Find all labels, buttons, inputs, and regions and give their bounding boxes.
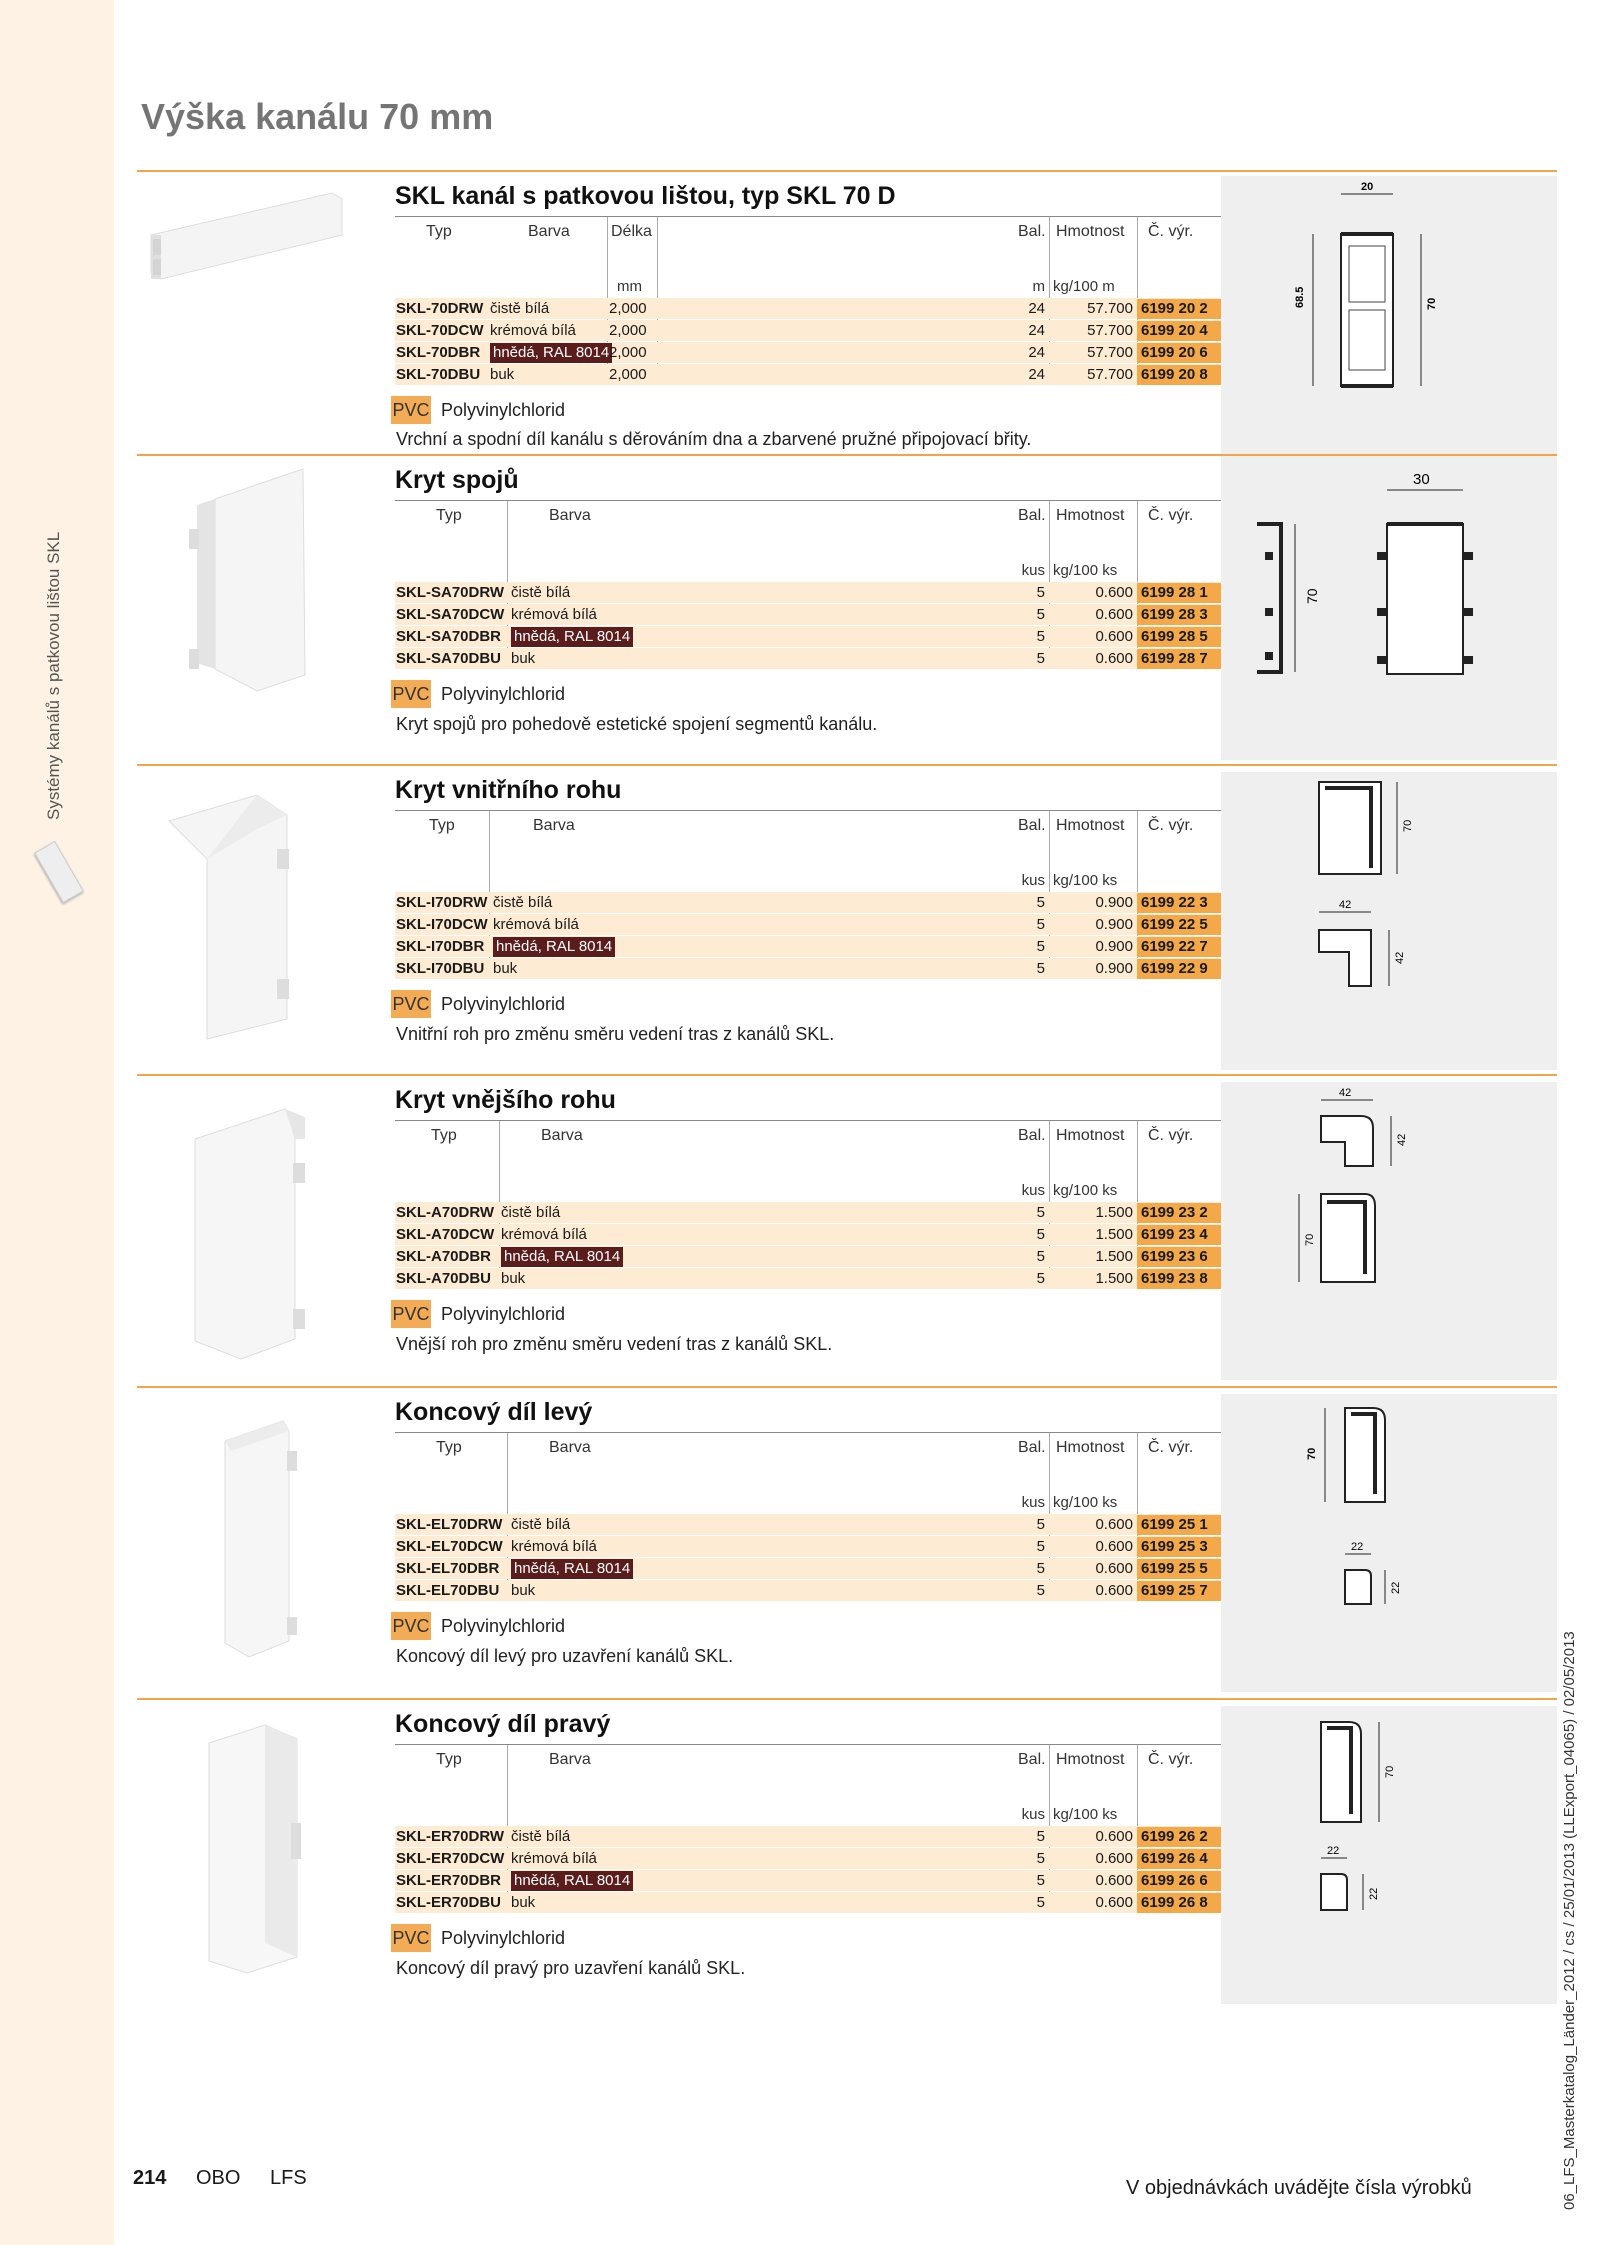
product-photo (137, 769, 387, 1067)
unit-bal: kus (1021, 562, 1045, 579)
unit-hmotnost: kg/100 ks (1053, 872, 1118, 889)
unit-bal: kus (1021, 1806, 1045, 1823)
cell-bal: 5 (1036, 584, 1045, 601)
cell-typ: SKL-SA70DBR (396, 628, 502, 645)
cell-cvyr: 6199 22 7 (1137, 937, 1221, 957)
right-end-cap-drawing (1221, 1706, 1557, 2004)
cell-typ: SKL-SA70DCW (396, 606, 505, 623)
cell-typ: SKL-70DRW (396, 300, 484, 317)
col-bal: Bal. (1018, 1439, 1046, 1456)
cell-bal: 5 (1036, 1582, 1045, 1599)
cell-typ: SKL-I70DCW (396, 916, 488, 933)
cell-bal: 5 (1036, 1850, 1045, 1867)
material-badge: PVC (391, 396, 431, 424)
cell-hmotnost: 0.900 (1095, 960, 1133, 977)
col-hmotnost: Hmotnost (1056, 1127, 1125, 1144)
section-title: Kryt vnějšího rohu (395, 1086, 616, 1114)
cell-cvyr: 6199 23 2 (1137, 1203, 1221, 1223)
material-name: Polyvinylchlorid (441, 1928, 566, 1948)
unit-delka: mm (617, 278, 642, 295)
section-title: Koncový díl pravý (395, 1710, 611, 1738)
table-row (395, 1514, 1343, 1536)
dim-30: 30 (1413, 471, 1430, 488)
material-badge: PVC (391, 1612, 431, 1640)
material-badge: PVC (391, 1924, 431, 1952)
description: Vnitřní roh pro změnu směru vedení tras z kanálů SKL. (396, 1024, 835, 1044)
cell-barva: krémová bílá (511, 1850, 597, 1867)
cell-barva: čistě bílá (493, 894, 553, 911)
cell-hmotnost: 0.900 (1095, 916, 1133, 933)
cell-cvyr: 6199 20 6 (1137, 343, 1221, 363)
section-skl-channel (137, 170, 1557, 472)
cell-cvyr: 6199 28 5 (1137, 627, 1221, 647)
table-row (395, 1848, 1343, 1870)
col-barva: Barva (528, 223, 570, 240)
section-kryt-spoju (137, 454, 1557, 766)
cell-typ: SKL-I70DBU (396, 960, 485, 977)
cell-cvyr: 6199 26 4 (1137, 1849, 1221, 1869)
cell-bal: 5 (1036, 938, 1045, 955)
cell-delka: 2,000 (609, 344, 647, 361)
dim-22-width: 22 (1351, 1541, 1364, 1553)
table-row (395, 1202, 1343, 1224)
cell-barva: čistě bílá (501, 1204, 561, 1221)
cell-barva: krémová bílá (490, 322, 576, 339)
section-koncovy-levy (137, 1386, 1557, 1700)
table-row (395, 1580, 1343, 1602)
cell-typ: SKL-A70DBU (396, 1270, 492, 1287)
cell-bal: 5 (1036, 1538, 1045, 1555)
brand-label: OBO (196, 2167, 241, 2189)
cell-cvyr: 6199 23 6 (1137, 1247, 1221, 1267)
cell-barva: krémová bílá (511, 1538, 597, 1555)
col-barva: Barva (549, 1751, 591, 1768)
cell-cvyr: 6199 28 1 (1137, 583, 1221, 603)
cell-typ: SKL-I70DBR (396, 938, 485, 955)
col-typ: Typ (436, 1751, 462, 1768)
cell-hmotnost: 0.600 (1095, 606, 1133, 623)
cell-typ: SKL-SA70DBU (396, 650, 502, 667)
cell-bal: 5 (1036, 1226, 1045, 1243)
cell-bal: 5 (1036, 1872, 1045, 1889)
table-row (395, 1892, 1343, 1914)
col-typ: Typ (429, 817, 455, 834)
unit-hmotnost: kg/100 ks (1053, 1494, 1118, 1511)
cell-cvyr: 6199 25 7 (1137, 1581, 1221, 1601)
table-row (395, 936, 1343, 958)
cell-hmotnost: 0.900 (1095, 938, 1133, 955)
dim-42-depth: 42 (1394, 951, 1406, 964)
table-row (395, 1558, 1343, 1580)
cell-delka: 2,000 (609, 322, 647, 339)
dim-70: 70 (1304, 588, 1320, 604)
col-cvyr: Č. výr. (1148, 223, 1194, 240)
col-typ: Typ (436, 1439, 462, 1456)
cell-bal: 24 (1028, 344, 1045, 361)
col-typ: Typ (436, 507, 462, 524)
cell-barva: čistě bílá (511, 1828, 571, 1845)
unit-hmotnost: kg/100 ks (1053, 1806, 1118, 1823)
table-row (395, 582, 1343, 604)
table-row (395, 1870, 1343, 1892)
cell-bal: 24 (1028, 366, 1045, 383)
cell-cvyr: 6199 20 4 (1137, 321, 1221, 341)
col-typ: Typ (431, 1127, 457, 1144)
unit-hmotnost: kg/100 ks (1053, 1182, 1118, 1199)
cell-barva: hnědá, RAL 8014 (493, 937, 615, 957)
col-cvyr: Č. výr. (1148, 1439, 1194, 1456)
cell-barva: hnědá, RAL 8014 (511, 627, 633, 647)
cell-bal: 24 (1028, 322, 1045, 339)
page-number: 214 (133, 2167, 167, 2189)
material-badge: PVC (391, 1300, 431, 1328)
section-title: Koncový díl levý (395, 1398, 593, 1426)
joint-cover-drawing (1221, 462, 1557, 760)
cell-typ: SKL-A70DRW (396, 1204, 495, 1221)
header-rule (395, 216, 1343, 217)
col-hmotnost: Hmotnost (1056, 223, 1125, 240)
cell-cvyr: 6199 28 3 (1137, 605, 1221, 625)
dim-70: 70 (1384, 1765, 1396, 1778)
product-photo (137, 459, 387, 757)
dimension-drawing (1221, 462, 1557, 760)
channel-profile-drawing (1221, 176, 1557, 468)
cell-bal: 5 (1036, 960, 1045, 977)
cell-bal: 5 (1036, 916, 1045, 933)
cell-barva: čistě bílá (511, 1516, 571, 1533)
dim-22-width: 22 (1327, 1845, 1340, 1857)
header-rule (395, 1744, 1343, 1745)
cell-cvyr: 6199 22 3 (1137, 893, 1221, 913)
table-row (395, 1826, 1343, 1848)
dim-42-depth: 42 (1396, 1133, 1408, 1146)
cell-barva: hnědá, RAL 8014 (511, 1871, 633, 1891)
cell-typ: SKL-EL70DCW (396, 1538, 503, 1555)
cell-hmotnost: 0.600 (1095, 1828, 1133, 1845)
cell-barva: buk (511, 1582, 536, 1599)
cell-hmotnost: 0.600 (1095, 1582, 1133, 1599)
description: Kryt spojů pro pohedově estetické spojení segmentů kanálu. (396, 714, 878, 734)
table-row (395, 1536, 1343, 1558)
cell-barva: hnědá, RAL 8014 (501, 1247, 623, 1267)
cell-barva: buk (501, 1270, 526, 1287)
cell-cvyr: 6199 25 1 (1137, 1515, 1221, 1535)
cell-typ: SKL-A70DCW (396, 1226, 495, 1243)
cell-hmotnost: 1.500 (1095, 1248, 1133, 1265)
cell-bal: 5 (1036, 650, 1045, 667)
cell-typ: SKL-70DCW (396, 322, 484, 339)
cell-typ: SKL-I70DRW (396, 894, 488, 911)
cell-bal: 5 (1036, 1894, 1045, 1911)
cell-bal: 24 (1028, 300, 1045, 317)
cell-cvyr: 6199 25 3 (1137, 1537, 1221, 1557)
cell-bal: 5 (1036, 628, 1045, 645)
col-bal: Bal. (1018, 817, 1046, 834)
cell-typ: SKL-A70DBR (396, 1248, 492, 1265)
cell-cvyr: 6199 22 5 (1137, 915, 1221, 935)
col-bal: Bal. (1018, 1127, 1046, 1144)
table-row (395, 914, 1343, 936)
description: Koncový díl levý pro uzavření kanálů SKL. (396, 1646, 734, 1666)
cell-bal: 5 (1036, 1204, 1045, 1221)
col-cvyr: Č. výr. (1148, 817, 1194, 834)
product-photo (137, 1391, 387, 1689)
cell-bal: 5 (1036, 1270, 1045, 1287)
cell-barva: hnědá, RAL 8014 (511, 1559, 633, 1579)
section-title: Kryt vnitřního rohu (395, 776, 622, 804)
cell-typ: SKL-ER70DBR (396, 1872, 502, 1889)
section-code: LFS (270, 2167, 307, 2189)
product-photo (137, 1703, 387, 2001)
material-name: Polyvinylchlorid (441, 400, 566, 420)
cell-cvyr: 6199 22 9 (1137, 959, 1221, 979)
material-badge: PVC (391, 990, 431, 1018)
cell-cvyr: 6199 20 8 (1137, 365, 1221, 385)
unit-bal: kus (1021, 872, 1045, 889)
cell-hmotnost: 0.600 (1095, 1560, 1133, 1577)
cell-barva: hnědá, RAL 8014 (490, 343, 612, 363)
cell-hmotnost: 0.600 (1095, 628, 1133, 645)
cell-hmotnost: 0.600 (1095, 584, 1133, 601)
cell-barva: buk (490, 366, 515, 383)
cell-typ: SKL-70DBU (396, 366, 481, 383)
cell-cvyr: 6199 25 5 (1137, 1559, 1221, 1579)
col-hmotnost: Hmotnost (1056, 1439, 1125, 1456)
header-rule (395, 1432, 1343, 1433)
unit-bal: kus (1021, 1494, 1045, 1511)
outer-corner-drawing (1221, 1082, 1557, 1380)
cell-bal: 5 (1036, 1828, 1045, 1845)
dim-20: 20 (1361, 181, 1374, 193)
dim-70: 70 (1304, 1233, 1316, 1246)
cell-typ: SKL-ER70DBU (396, 1894, 502, 1911)
cell-hmotnost: 1.500 (1095, 1270, 1133, 1287)
dim-42-width: 42 (1339, 899, 1352, 911)
cell-delka: 2,000 (609, 300, 647, 317)
dimension-drawing (1221, 1394, 1557, 1692)
col-bal: Bal. (1018, 223, 1046, 240)
cell-cvyr: 6199 23 8 (1137, 1269, 1221, 1289)
cell-cvyr: 6199 26 8 (1137, 1893, 1221, 1913)
cell-hmotnost: 0.600 (1095, 650, 1133, 667)
dim-70: 70 (1402, 819, 1414, 832)
description: Koncový díl pravý pro uzavření kanálů SKL. (396, 1958, 746, 1978)
header-rule (395, 1120, 1343, 1121)
table-row (395, 342, 1343, 364)
cell-cvyr: 6199 20 2 (1137, 299, 1221, 319)
col-barva: Barva (533, 817, 575, 834)
dim-22-depth: 22 (1368, 1887, 1380, 1900)
dimension-drawing (1221, 176, 1557, 468)
cell-bal: 5 (1036, 1516, 1045, 1533)
cell-barva: krémová bílá (493, 916, 579, 933)
table-row (395, 892, 1343, 914)
cell-barva: buk (511, 1894, 536, 1911)
material-name: Polyvinylchlorid (441, 994, 566, 1014)
material-name: Polyvinylchlorid (441, 1616, 566, 1636)
dimension-drawing (1221, 772, 1557, 1070)
dim-70: 70 (1306, 1447, 1318, 1460)
cell-barva: buk (493, 960, 518, 977)
cell-cvyr: 6199 26 6 (1137, 1871, 1221, 1891)
cell-hmotnost: 57.700 (1087, 300, 1133, 317)
cell-barva: čistě bílá (490, 300, 550, 317)
col-barva: Barva (541, 1127, 583, 1144)
table-row (395, 1268, 1343, 1290)
table-row (395, 1246, 1343, 1268)
cell-hmotnost: 0.600 (1095, 1894, 1133, 1911)
product-photo (137, 1079, 387, 1377)
material-badge: PVC (391, 680, 431, 708)
left-end-cap-drawing (1221, 1394, 1557, 1692)
cell-barva: krémová bílá (511, 606, 597, 623)
section-vnejsi-roh (137, 1074, 1557, 1388)
unit-bal: kus (1021, 1182, 1045, 1199)
cell-hmotnost: 57.700 (1087, 322, 1133, 339)
col-bal: Bal. (1018, 1751, 1046, 1768)
cell-bal: 5 (1036, 606, 1045, 623)
unit-bal: m (1032, 278, 1045, 295)
section-title: Kryt spojů (395, 466, 519, 494)
catalog-meta: 06_LFS_Masterkatalog_Länder_2012 / cs / 25/01/2013 (LLExport_04065) / 02/05/2013 (1561, 1631, 1578, 2210)
col-hmotnost: Hmotnost (1056, 507, 1125, 524)
col-cvyr: Č. výr. (1148, 1751, 1194, 1768)
page-title: Výška kanálu 70 mm (141, 96, 494, 137)
cell-hmotnost: 57.700 (1087, 344, 1133, 361)
section-vnitrni-roh (137, 764, 1557, 1076)
cell-typ: SKL-ER70DCW (396, 1850, 505, 1867)
description: Vrchní a spodní díl kanálu s děrováním dna a zbarvené pružné připojovací břity. (396, 429, 1032, 449)
sidebar-strip (0, 0, 114, 2245)
cell-bal: 5 (1036, 1248, 1045, 1265)
cell-typ: SKL-70DBR (396, 344, 481, 361)
cell-hmotnost: 0.600 (1095, 1516, 1133, 1533)
inner-corner-drawing (1221, 772, 1557, 1070)
dimension-drawing (1221, 1082, 1557, 1380)
cell-typ: SKL-EL70DRW (396, 1516, 503, 1533)
dimension-drawing (1221, 1706, 1557, 2004)
unit-hmotnost: kg/100 ks (1053, 562, 1118, 579)
dim-22-depth: 22 (1390, 1581, 1402, 1594)
table-row (395, 604, 1343, 626)
section-title: SKL kanál s patkovou lištou, typ SKL 70 D (395, 182, 896, 210)
cell-typ: SKL-SA70DRW (396, 584, 505, 601)
sidebar-label: Systémy kanálů s patkovou lištou SKL (44, 531, 63, 820)
header-rule (395, 810, 1343, 811)
material-name: Polyvinylchlorid (441, 684, 566, 704)
table-row (395, 320, 1343, 342)
cell-hmotnost: 57.700 (1087, 366, 1133, 383)
cell-hmotnost: 0.600 (1095, 1872, 1133, 1889)
col-hmotnost: Hmotnost (1056, 1751, 1125, 1768)
cell-hmotnost: 1.500 (1095, 1226, 1133, 1243)
cell-cvyr: 6199 26 2 (1137, 1827, 1221, 1847)
cell-barva: čistě bílá (511, 584, 571, 601)
cell-bal: 5 (1036, 894, 1045, 911)
table-row (395, 626, 1343, 648)
cell-typ: SKL-EL70DBU (396, 1582, 500, 1599)
table-row (395, 958, 1343, 980)
col-typ: Typ (426, 223, 452, 240)
dim-70: 70 (1426, 297, 1438, 310)
cell-barva: krémová bílá (501, 1226, 587, 1243)
col-hmotnost: Hmotnost (1056, 817, 1125, 834)
cell-cvyr: 6199 28 7 (1137, 649, 1221, 669)
table-row (395, 648, 1343, 670)
product-photo (137, 175, 387, 473)
dim-68-5: 68.5 (1294, 286, 1306, 308)
cell-barva: buk (511, 650, 536, 667)
unit-hmotnost: kg/100 m (1053, 278, 1115, 295)
cell-hmotnost: 0.900 (1095, 894, 1133, 911)
header-rule (395, 500, 1343, 501)
cell-hmotnost: 0.600 (1095, 1538, 1133, 1555)
dim-42-width: 42 (1339, 1087, 1352, 1099)
material-name: Polyvinylchlorid (441, 1304, 566, 1324)
cell-typ: SKL-EL70DBR (396, 1560, 500, 1577)
description: Vnější roh pro změnu směru vedení tras z kanálů SKL. (396, 1334, 833, 1354)
col-barva: Barva (549, 1439, 591, 1456)
col-delka: Délka (611, 223, 652, 240)
section-koncovy-pravy (137, 1698, 1557, 2014)
cell-typ: SKL-ER70DRW (396, 1828, 505, 1845)
col-cvyr: Č. výr. (1148, 507, 1194, 524)
col-cvyr: Č. výr. (1148, 1127, 1194, 1144)
cell-bal: 5 (1036, 1560, 1045, 1577)
table-row (395, 298, 1343, 320)
cell-cvyr: 6199 23 4 (1137, 1225, 1221, 1245)
cell-hmotnost: 1.500 (1095, 1204, 1133, 1221)
cell-delka: 2,000 (609, 366, 647, 383)
col-barva: Barva (549, 507, 591, 524)
table-row (395, 364, 1343, 386)
table-row (395, 1224, 1343, 1246)
order-note: V objednávkách uvádějte čísla výrobků (1126, 2177, 1472, 2199)
cell-hmotnost: 0.600 (1095, 1850, 1133, 1867)
col-bal: Bal. (1018, 507, 1046, 524)
